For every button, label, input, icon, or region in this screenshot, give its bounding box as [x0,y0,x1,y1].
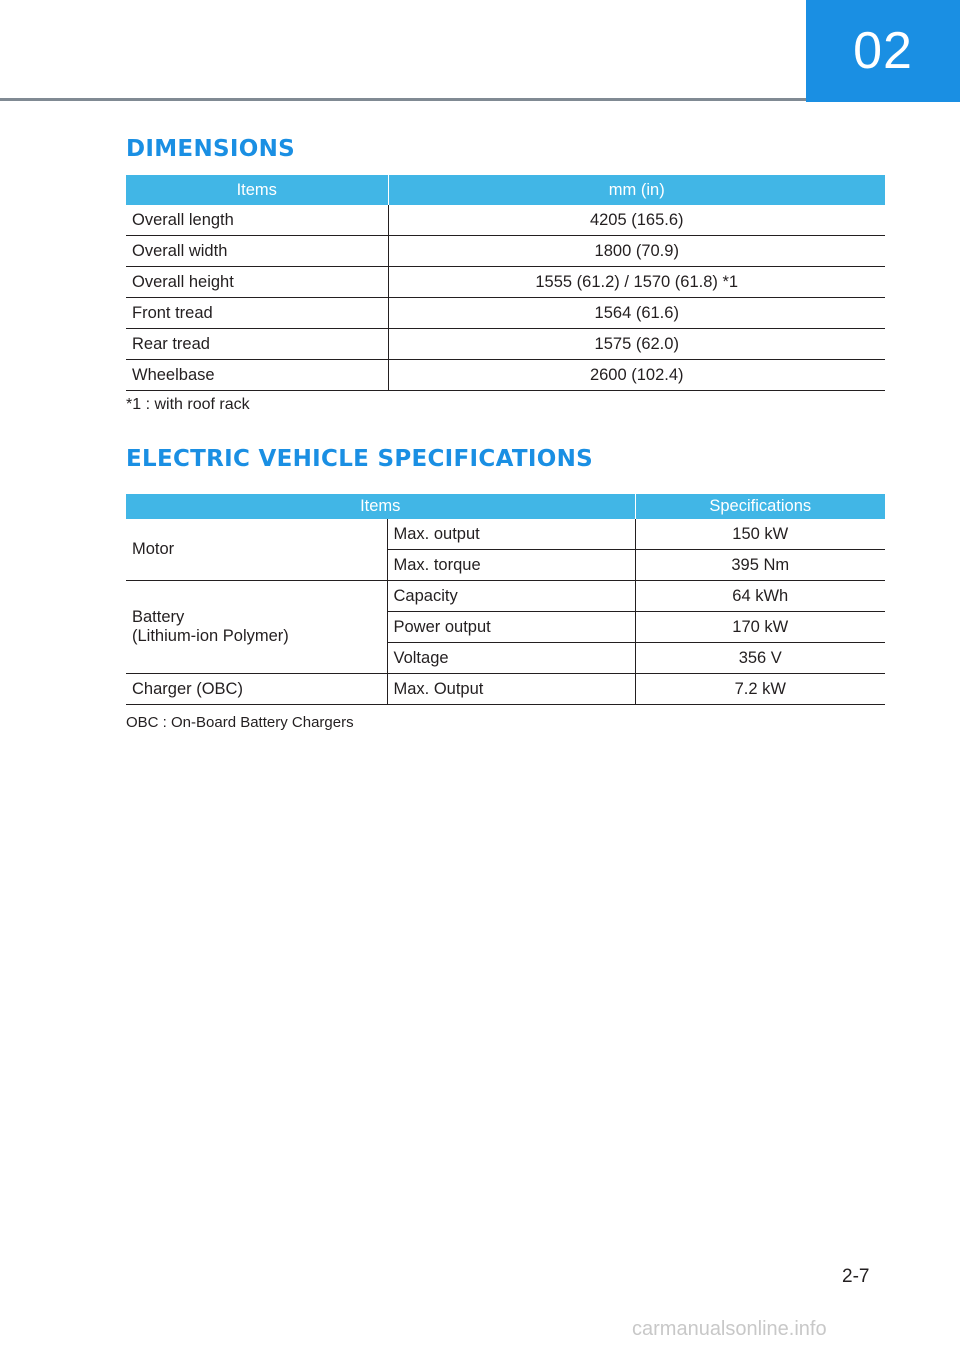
table-row [126,298,885,329]
col-header-items: Items [126,175,388,205]
dimensions-header-row [126,175,885,205]
row-value: 170 kW [635,612,885,643]
row-item: Capacity [387,581,635,612]
row-value: 150 kW [635,519,885,550]
row-value: 1800 (70.9) [388,236,885,267]
ev-specs-title: ELECTRIC VEHICLE SPECIFICATIONS [126,446,594,472]
ev-specs-footnote: OBC : On-Board Battery Chargers [126,714,354,731]
row-value: 356 V [635,643,885,674]
row-item: Max. Output [387,674,635,705]
row-value: 1575 (62.0) [388,329,885,360]
table-row [126,674,885,705]
row-value: 7.2 kW [635,674,885,705]
table-row [126,267,885,298]
table-row [126,205,885,236]
chapter-tab: 02 [806,0,960,102]
row-item: Voltage [387,643,635,674]
group-charger: Charger (OBC) [126,674,387,705]
watermark: carmanualsonline.info [632,1318,827,1340]
col-header-mm-in: mm (in) [388,175,885,205]
row-value: 64 kWh [635,581,885,612]
table-row [126,236,885,267]
row-item: Power output [387,612,635,643]
row-item: Wheelbase [126,360,388,391]
row-item: Max. output [387,519,635,550]
col-header-specifications: Specifications [635,494,885,519]
dimensions-title: DIMENSIONS [126,136,295,162]
header-rule [0,98,806,101]
ev-specs-table [126,494,885,705]
row-item: Overall height [126,267,388,298]
row-item: Rear tread [126,329,388,360]
group-battery: Battery (Lithium-ion Polymer) [126,581,387,674]
table-row [126,581,885,612]
row-item: Overall length [126,205,388,236]
table-row [126,360,885,391]
row-item: Max. torque [387,550,635,581]
dimensions-table [126,175,885,391]
row-item: Overall width [126,236,388,267]
row-value: 4205 (165.6) [388,205,885,236]
row-value: 1564 (61.6) [388,298,885,329]
row-value: 1555 (61.2) / 1570 (61.8) *1 [388,267,885,298]
col-header-items: Items [126,494,635,519]
ev-specs-header-row [126,494,885,519]
table-row [126,329,885,360]
page-number: 2-7 [842,1266,870,1287]
row-value: 395 Nm [635,550,885,581]
row-item: Front tread [126,298,388,329]
dimensions-footnote: *1 : with roof rack [126,396,250,413]
table-row [126,519,885,550]
group-motor: Motor [126,519,387,581]
row-value: 2600 (102.4) [388,360,885,391]
